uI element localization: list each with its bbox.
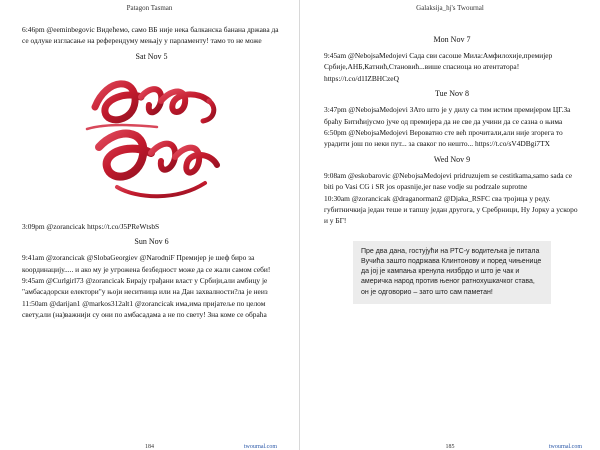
running-head: Patagon Tasman [126,4,173,12]
page-number: 185 [445,444,455,450]
day-heading: Wed Nov 9 [433,154,471,164]
running-head: Galaksija_hj's Twournal [416,4,484,12]
site-link[interactable]: twournal.com [548,444,582,450]
tweet-entry: 9:45am @NebojsaMedojevi Сада сви сасоше Мила:Амфилохије,премијер Србије,АНБ,Катнић,Становић...више спасиоца но атентатора! https://t.co/d1IZBHCzeQ [324,51,553,83]
tweet-entry: 3:47pm @NebojsaMedojevi ЗАто што је у дилу са тим истим премијером ЦГ.За браћу Битићијусмо јуче од премијера да не све да учини да се сазна о њима [324,105,571,126]
birthday-greeting-image [77,67,227,215]
tweet-entry: 9:41am @zorancicak @SlobaGeorgiev @NarodniF Премијер је шеф биро за координацију..... и ако му је угрожена безбедност може да се жали самом себи! [22,253,271,274]
calligraphy-art [77,67,227,215]
right-content [324,30,580,304]
left-content [22,24,281,321]
page-number: 184 [145,444,154,450]
tweet-entry: 9:08am @eskobarovic @NebojsaMedojevi pridruzujem se cestitkama,samo sada ce biti po Vasi CG i SR jos opasnije,jer nase vodje su podrzale suprotne [324,170,572,192]
quote-image: Пре два дана, гостујући на РТС-у водитељка је питала Вучића зашто подржава Клинтонову и поред чињенице да јој је кампања кренула низбрдо и што је чак и америчка народ против њеног ратнохушкачког става, он је одговорио – зато што сам паметан! [353,241,551,304]
day-heading: Sun Nov 6 [134,237,169,247]
tweet-entry: 6:50pm @NebojsaMedojevi Вероватно сте већ прочитали,али није згорега то урадити још по неки пут... за сваког по нешто... https://t.co/sV4DBgi7TX [324,128,563,149]
tweet-entry: 3:09pm @zorancicak https://t.co/J5PReWtsbS [22,221,160,231]
right-page [300,0,600,450]
tweet-entry: 11:50am @darijan1 @markos312alt1 @zorancicak има,има пријатеље по целом свету,али (на)важнији су они по амбасадама а не по свету! Зна коме се обраћа [22,298,267,320]
tweet-entry: 9:45am @Curlgirl73 @zorancicak Бирају грађани власт у Србији,али амбицу је "амбасадорски електори"у њоји неситница или на Дан захвалности?ла је неиз [22,276,268,297]
day-heading: Mon Nov 7 [433,35,471,44]
tweet-entry: 6:46pm @eeminbegovic Видећемо, само ВБ није нека балканска банана држава да се одлуке изгласање на референдуму мењају у парламенту! тамо то не може [22,25,279,46]
tweet-entry: 10:30am @zorancicak @draganorman2 @Djaka_RSFC сва тројица у реду. губитничкија један теше и тапшу један другога, у Сребрници, Ну Јорку а ускоро и у БГ! [324,193,578,226]
day-heading: Tue Nov 8 [435,89,469,99]
site-link[interactable]: twournal.com [243,444,277,450]
day-heading: Sat Nov 5 [135,51,168,61]
